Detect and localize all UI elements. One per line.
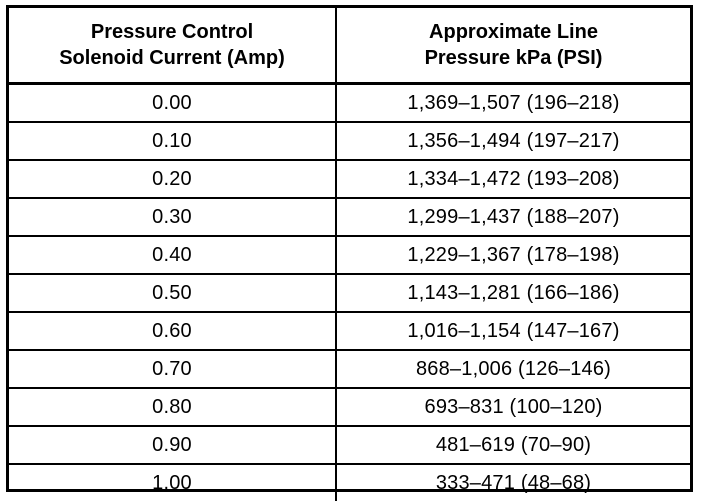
current-cell: 0.60 <box>9 312 336 350</box>
pressure-cell: 1,229–1,367 (178–198) <box>336 236 690 274</box>
header-solenoid-current-line-2: Solenoid Current (Amp) <box>59 47 285 69</box>
current-cell: 0.00 <box>9 84 336 123</box>
pressure-table-frame <box>6 5 693 492</box>
pressure-cell: 868–1,006 (126–146) <box>336 350 690 388</box>
table-row <box>9 160 690 198</box>
table-row <box>9 236 690 274</box>
table-row <box>9 84 690 123</box>
table-body <box>9 84 690 502</box>
table-row <box>9 122 690 160</box>
pressure-cell: 693–831 (100–120) <box>336 388 690 426</box>
current-cell: 0.70 <box>9 350 336 388</box>
table-row <box>9 274 690 312</box>
current-cell: 0.40 <box>9 236 336 274</box>
header-line-pressure <box>336 8 690 84</box>
table-row <box>9 350 690 388</box>
pressure-cell: 1,369–1,507 (196–218) <box>336 84 690 123</box>
current-cell: 1.00 <box>9 464 336 501</box>
current-cell: 0.10 <box>9 122 336 160</box>
table-row <box>9 198 690 236</box>
header-line-pressure-line-1: Approximate Line <box>429 21 598 43</box>
pressure-cell: 481–619 (70–90) <box>336 426 690 464</box>
pressure-cell: 333–471 (48–68) <box>336 464 690 501</box>
header-solenoid-current-line-1: Pressure Control <box>90 21 254 43</box>
pressure-cell: 1,334–1,472 (193–208) <box>336 160 690 198</box>
pressure-table <box>9 8 690 501</box>
pressure-cell: 1,143–1,281 (166–186) <box>336 274 690 312</box>
table-header <box>9 8 690 84</box>
table-row <box>9 312 690 350</box>
current-cell: 0.50 <box>9 274 336 312</box>
pressure-cell: 1,016–1,154 (147–167) <box>336 312 690 350</box>
current-cell: 0.20 <box>9 160 336 198</box>
header-solenoid-current <box>9 8 336 84</box>
table-row <box>9 388 690 426</box>
current-cell: 0.80 <box>9 388 336 426</box>
pressure-cell: 1,299–1,437 (188–207) <box>336 198 690 236</box>
current-cell: 0.30 <box>9 198 336 236</box>
header-row <box>9 8 690 84</box>
table-row <box>9 464 690 501</box>
current-cell: 0.90 <box>9 426 336 464</box>
pressure-cell: 1,356–1,494 (197–217) <box>336 122 690 160</box>
table-row <box>9 426 690 464</box>
header-line-pressure-line-2: Pressure kPa (PSI) <box>424 47 603 69</box>
